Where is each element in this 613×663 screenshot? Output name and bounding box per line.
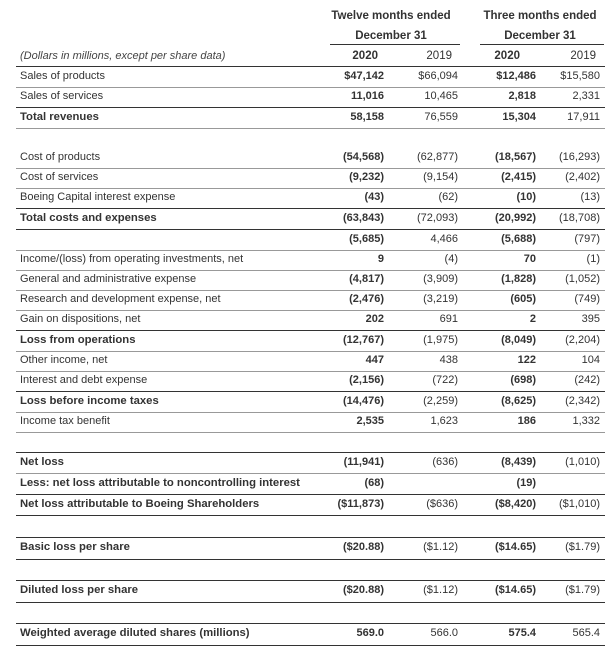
year-2020-three: 2020 [494, 50, 520, 62]
row-value: (242) [574, 374, 600, 386]
row-value: (2,156) [349, 374, 384, 386]
row-value: 2,535 [356, 415, 384, 427]
row-value: (62) [438, 191, 458, 203]
row-label: Less: net loss attributable to noncontrolling interest [20, 477, 300, 489]
row-value: ($1,010) [559, 498, 600, 510]
row-value: (698) [510, 374, 536, 386]
row-value: $15,580 [560, 70, 600, 82]
table-row [16, 87, 605, 107]
year-2020-twelve: 2020 [352, 50, 378, 62]
row-value: (722) [432, 374, 458, 386]
row-value: $66,094 [418, 70, 458, 82]
row-label: General and administrative expense [20, 273, 197, 285]
row-value: 565.4 [572, 627, 600, 639]
row-value: (2,259) [423, 395, 458, 407]
row-value: (13) [580, 191, 600, 203]
row-value: 575.4 [508, 627, 536, 639]
row-value: 2,331 [572, 90, 600, 102]
row-value: 2,818 [508, 90, 536, 102]
table-row [16, 230, 605, 250]
row-value: 17,911 [567, 111, 600, 123]
row-label: Gain on dispositions, net [20, 313, 141, 325]
table-row [16, 270, 605, 290]
row-value: (18,567) [495, 151, 536, 163]
row-value: 11,016 [350, 90, 384, 102]
table-row [16, 188, 605, 208]
year-2019-three: 2019 [570, 50, 596, 62]
table-row [16, 67, 605, 87]
row-value: (72,093) [417, 212, 458, 224]
row-value: (3,909) [423, 273, 458, 285]
row-value: (2,415) [501, 171, 536, 183]
row-value: ($1.12) [423, 584, 458, 596]
table-row [16, 581, 605, 601]
row-value: (12,767) [343, 334, 384, 346]
table-row [16, 371, 605, 391]
row-value: (2,476) [349, 293, 384, 305]
row-value: (16,293) [559, 151, 600, 163]
row-value: (8,625) [501, 395, 536, 407]
table-row [16, 209, 605, 229]
header-three-months: Three months ended [483, 10, 597, 22]
row-value: (4,817) [349, 273, 384, 285]
row-value: (10) [516, 191, 536, 203]
row-value: ($1.79) [565, 541, 600, 553]
row-value: 202 [365, 313, 384, 325]
row-label: Cost of products [20, 151, 101, 163]
row-value: 9 [377, 253, 384, 265]
row-value: ($1.79) [565, 584, 600, 596]
table-row [16, 290, 605, 310]
row-value: 4,466 [430, 233, 458, 245]
row-value: ($14.65) [495, 541, 536, 553]
row-value: 395 [581, 313, 600, 325]
row-value: (8,439) [501, 456, 536, 468]
row-value: (68) [364, 477, 384, 489]
row-label: Interest and debt expense [20, 374, 148, 386]
row-value: $47,142 [344, 70, 384, 82]
row-label: Income tax benefit [20, 415, 110, 427]
row-value: (3,219) [423, 293, 458, 305]
row-label: Net loss attributable to Boeing Shareholders [20, 498, 260, 510]
row-value: 447 [365, 354, 384, 366]
row-value: 122 [517, 354, 536, 366]
row-value: 1,623 [430, 415, 458, 427]
table-row [16, 250, 605, 270]
row-value: (1,010) [565, 456, 600, 468]
row-value: (20,992) [495, 212, 536, 224]
row-value: 58,158 [350, 111, 384, 123]
row-value: (1,828) [501, 273, 536, 285]
table-row [16, 412, 605, 432]
row-value: ($636) [426, 498, 458, 510]
table-row [16, 148, 605, 168]
row-value: (1) [586, 253, 600, 265]
row-value: (63,843) [343, 212, 384, 224]
row-value: 104 [581, 354, 600, 366]
header-dec31-twelve: December 31 [355, 30, 427, 42]
row-value: 691 [439, 313, 458, 325]
row-value: 1,332 [572, 415, 600, 427]
row-label: Net loss [20, 456, 64, 468]
row-value: (1,052) [565, 273, 600, 285]
row-value: 569.0 [356, 627, 384, 639]
row-label: Other income, net [20, 354, 108, 366]
row-label: Loss from operations [20, 334, 136, 346]
row-value: ($20.88) [343, 541, 384, 553]
row-value: (2,402) [565, 171, 600, 183]
row-value: (4) [444, 253, 458, 265]
row-label: Sales of services [20, 90, 104, 102]
row-value: 2 [529, 313, 536, 325]
table-row [16, 474, 605, 494]
row-value: 186 [517, 415, 536, 427]
table-row [16, 495, 605, 515]
row-value: (5,685) [349, 233, 384, 245]
row-label: Loss before income taxes [20, 395, 159, 407]
row-value: (2,342) [565, 395, 600, 407]
row-label: Total costs and expenses [20, 212, 157, 224]
row-value: 10,465 [424, 90, 458, 102]
table-row [16, 392, 605, 412]
table-row [16, 453, 605, 473]
row-label: Research and development expense, net [20, 293, 221, 305]
row-value: (636) [432, 456, 458, 468]
row-value: (43) [364, 191, 384, 203]
row-value: (2,204) [565, 334, 600, 346]
row-label: Weighted average diluted shares (millions) [20, 627, 250, 639]
units-note: (Dollars in millions, except per share data) [20, 50, 226, 62]
row-value: (9,154) [423, 171, 458, 183]
row-value: 566.0 [430, 627, 458, 639]
row-label: Cost of services [20, 171, 99, 183]
row-value: (18,708) [559, 212, 600, 224]
row-value: 70 [523, 253, 536, 265]
row-value: (62,877) [417, 151, 458, 163]
header-dec31-three: December 31 [504, 30, 576, 42]
row-value: (54,568) [343, 151, 384, 163]
row-label: Sales of products [20, 70, 105, 82]
table-row [16, 538, 605, 558]
row-value: ($11,873) [337, 498, 384, 510]
row-label: Total revenues [20, 111, 99, 123]
row-value: ($1.12) [423, 541, 458, 553]
table-row [16, 168, 605, 188]
row-value: (1,975) [423, 334, 458, 346]
year-2019-twelve: 2019 [426, 50, 452, 62]
row-value: (19) [516, 477, 536, 489]
table-row [16, 331, 605, 351]
row-value: ($14.65) [495, 584, 536, 596]
row-value: (9,232) [349, 171, 384, 183]
row-value: (14,476) [343, 395, 384, 407]
row-label: Diluted loss per share [20, 584, 139, 596]
row-value: (605) [510, 293, 536, 305]
row-value: (749) [574, 293, 600, 305]
row-label: Boeing Capital interest expense [20, 191, 176, 203]
table-row [16, 351, 605, 371]
row-value: 438 [439, 354, 458, 366]
header-twelve-months: Twelve months ended [331, 10, 451, 22]
row-value: (8,049) [501, 334, 536, 346]
row-value: 15,304 [502, 111, 536, 123]
row-label: Income/(loss) from operating investments, net [20, 253, 244, 265]
row-value: 76,559 [424, 111, 458, 123]
row-label: Basic loss per share [20, 541, 130, 553]
row-value: ($8,420) [495, 498, 536, 510]
row-value: (5,688) [501, 233, 536, 245]
row-value: ($20.88) [343, 584, 384, 596]
row-value: (797) [574, 233, 600, 245]
row-value: $12,486 [496, 70, 536, 82]
row-value: (11,941) [343, 456, 384, 468]
table-row [16, 108, 605, 128]
table-row [16, 624, 605, 644]
table-row [16, 310, 605, 330]
